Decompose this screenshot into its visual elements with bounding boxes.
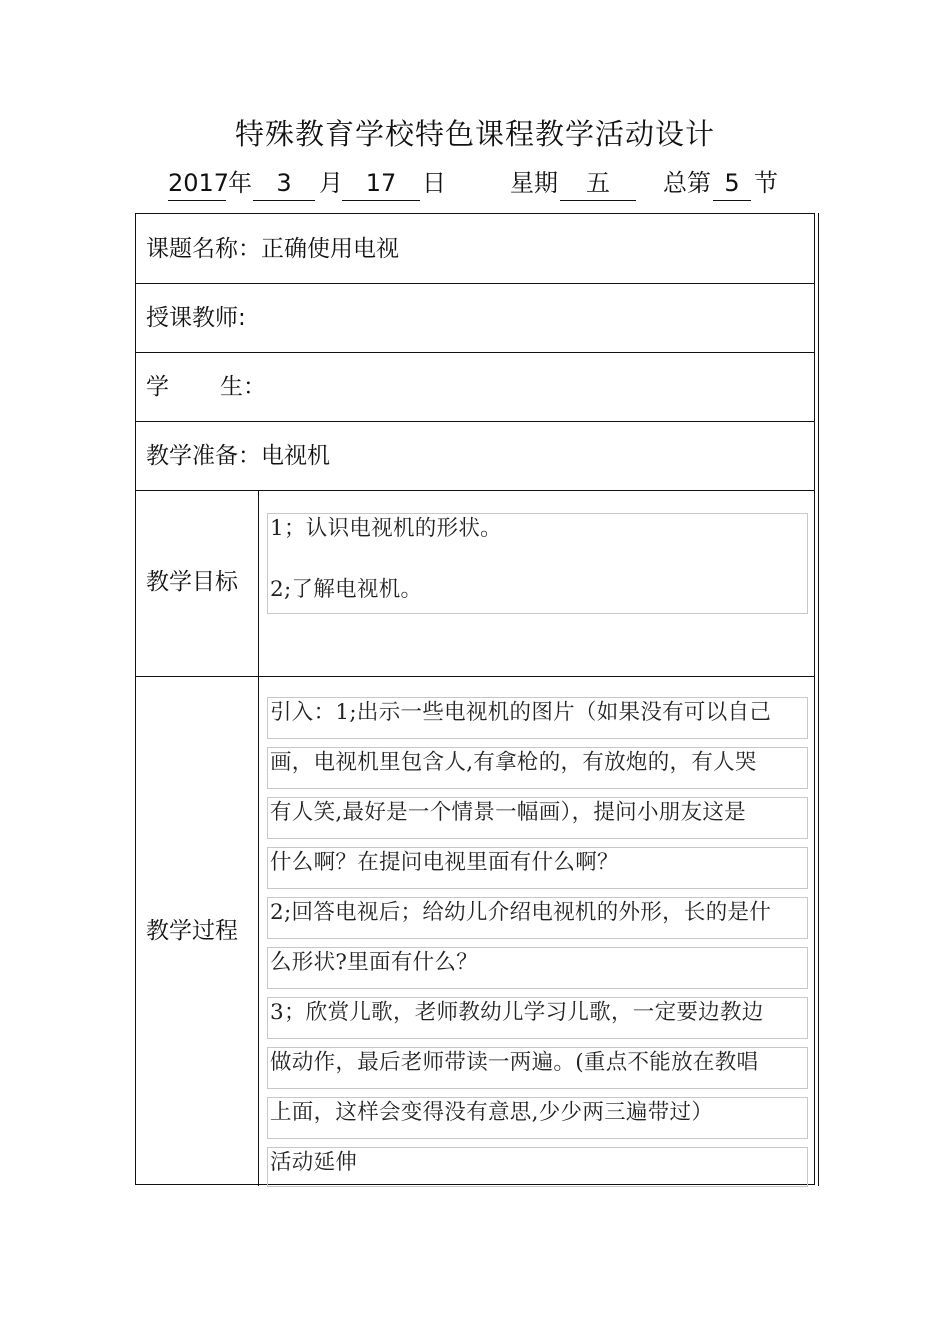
goals-row [136,490,814,676]
page-title: 特殊教育学校特色课程教学活动设计 [234,117,715,151]
weekday-label: 星期 [510,169,558,197]
total-label: 总第 [663,169,711,197]
student-label-b: 生： [220,374,266,400]
teacher-text: 授课教师: [146,305,246,331]
prep-row [136,421,814,490]
month-label: 月 [319,169,343,197]
process-line-1: 引入：1;出示一些电视机的图片（如果没有可以自己 [270,700,772,725]
process-line-6: 么形状?里面有什么？ [270,950,479,975]
goal-line-2: 2;了解电视机。 [270,577,423,602]
process-line-7: 3；欣赏儿歌，老师教幼儿学习儿歌，一定要边教边 [270,1000,764,1025]
process-line-2: 画，电视机里包含人,有拿枪的，有放炮的，有人哭 [270,750,757,775]
process-line-8: 做动作，最后老师带读一两遍。(重点不能放在教唱 [270,1050,759,1075]
weekday-value: 五 [560,166,636,201]
year-label: 年 [228,169,252,197]
goals-label: 教学目标 [146,569,238,595]
lesson-number: 5 [713,166,751,201]
day-label: 日 [422,169,446,197]
process-line-9: 上面，这样会变得没有意思,少少两三遍带过） [270,1100,714,1125]
lesson-label: 节 [754,169,778,197]
process-label: 教学过程 [146,918,238,944]
student-row [136,352,814,421]
teacher-row [136,283,814,352]
process-line-4: 什么啊？在提问电视里面有什么啊？ [270,850,619,875]
process-row [136,676,814,1186]
process-line-5: 2;回答电视后；给幼儿介绍电视机的外形，长的是什 [270,900,772,925]
day-value: 17 [342,166,420,201]
topic-row [136,214,814,283]
prep-text: 教学准备：电视机 [146,443,330,469]
goals-label-cell [136,491,259,676]
year-value: 2017 [168,166,226,201]
student-label-a: 学 [146,374,169,400]
lesson-plan-table [135,213,815,1185]
process-label-cell [136,677,259,1186]
month-value: 3 [253,166,315,201]
goal-line-1: 1；认识电视机的形状。 [270,516,502,541]
process-line-3: 有人笑,最好是一个情景一幅画），提问小朋友这是 [270,800,746,825]
topic-text: 课题名称：正确使用电视 [146,236,399,262]
process-line-10: 活动延伸 [270,1150,358,1175]
